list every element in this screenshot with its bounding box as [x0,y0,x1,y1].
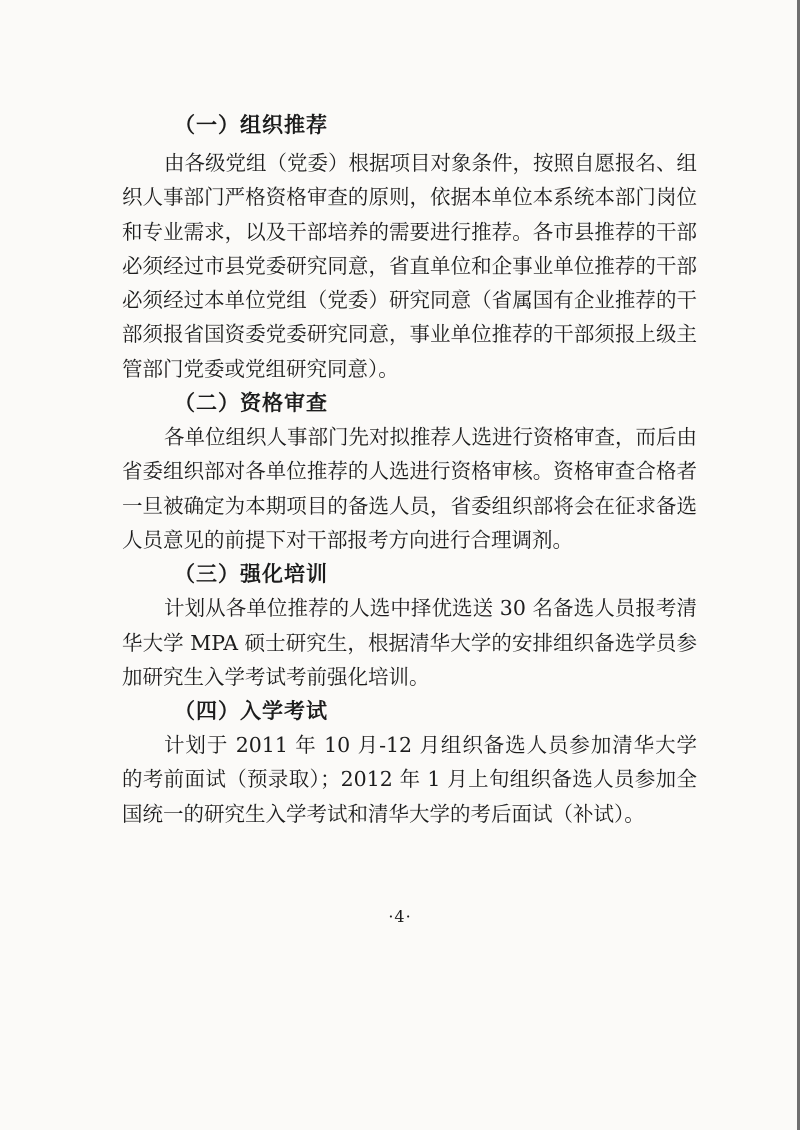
document-body [122,108,697,831]
section-paragraph-entrance-exam: 计划于 2011 年 10 月-12 月组织备选人员参加清华大学的考前面试（预录取）；2012 年 1 月上旬组织备选人员参加全国统一的研究生入学考试和清华大学的考后面试（补试）。 [122,733,697,826]
section-heading-organization-recommendation: （一）组织推荐 [174,113,328,137]
section-heading-entrance-exam: （四）入学考试 [174,699,328,724]
section-heading-intensive-training: （三）强化培训 [174,562,328,587]
page-number: ·4· [388,907,412,926]
section-paragraph-organization-recommendation: 由各级党组（党委）根据项目对象条件，按照自愿报名、组织人事部门严格资格审查的原则，依据本单位本系统本部门岗位和专业需求，以及干部培养的需要进行推荐。各市县推荐的干部必须经过市县党委研究同意，省直单位和企事业单位推荐的干部必须经过本单位党组（党委）研究同意（省属国有企业推荐的干部须报省国资委党委研究同意，事业单位推荐的干部须报上级主管部门党委或党组研究同意）。 [122,151,698,381]
section-paragraph-intensive-training: 计划从各单位推荐的人选中择优选送 30 名备选人员报考清华大学 MPA 硕士研究生，根据清华大学的安排组织备选学员参加研究生入学考试考前强化培训。 [122,596,697,689]
section-heading-qualification-review: （二）资格审查 [174,391,328,416]
section-paragraph-qualification-review: 各单位组织人事部门先对拟推荐人选进行资格审查，而后由省委组织部对各单位推荐的人选进行资格审核。资格审查合格者一旦被确定为本期项目的备选人员，省委组织部将会在征求备选人员意见的前提下对干部报考方向进行合理调剂。 [122,425,698,552]
